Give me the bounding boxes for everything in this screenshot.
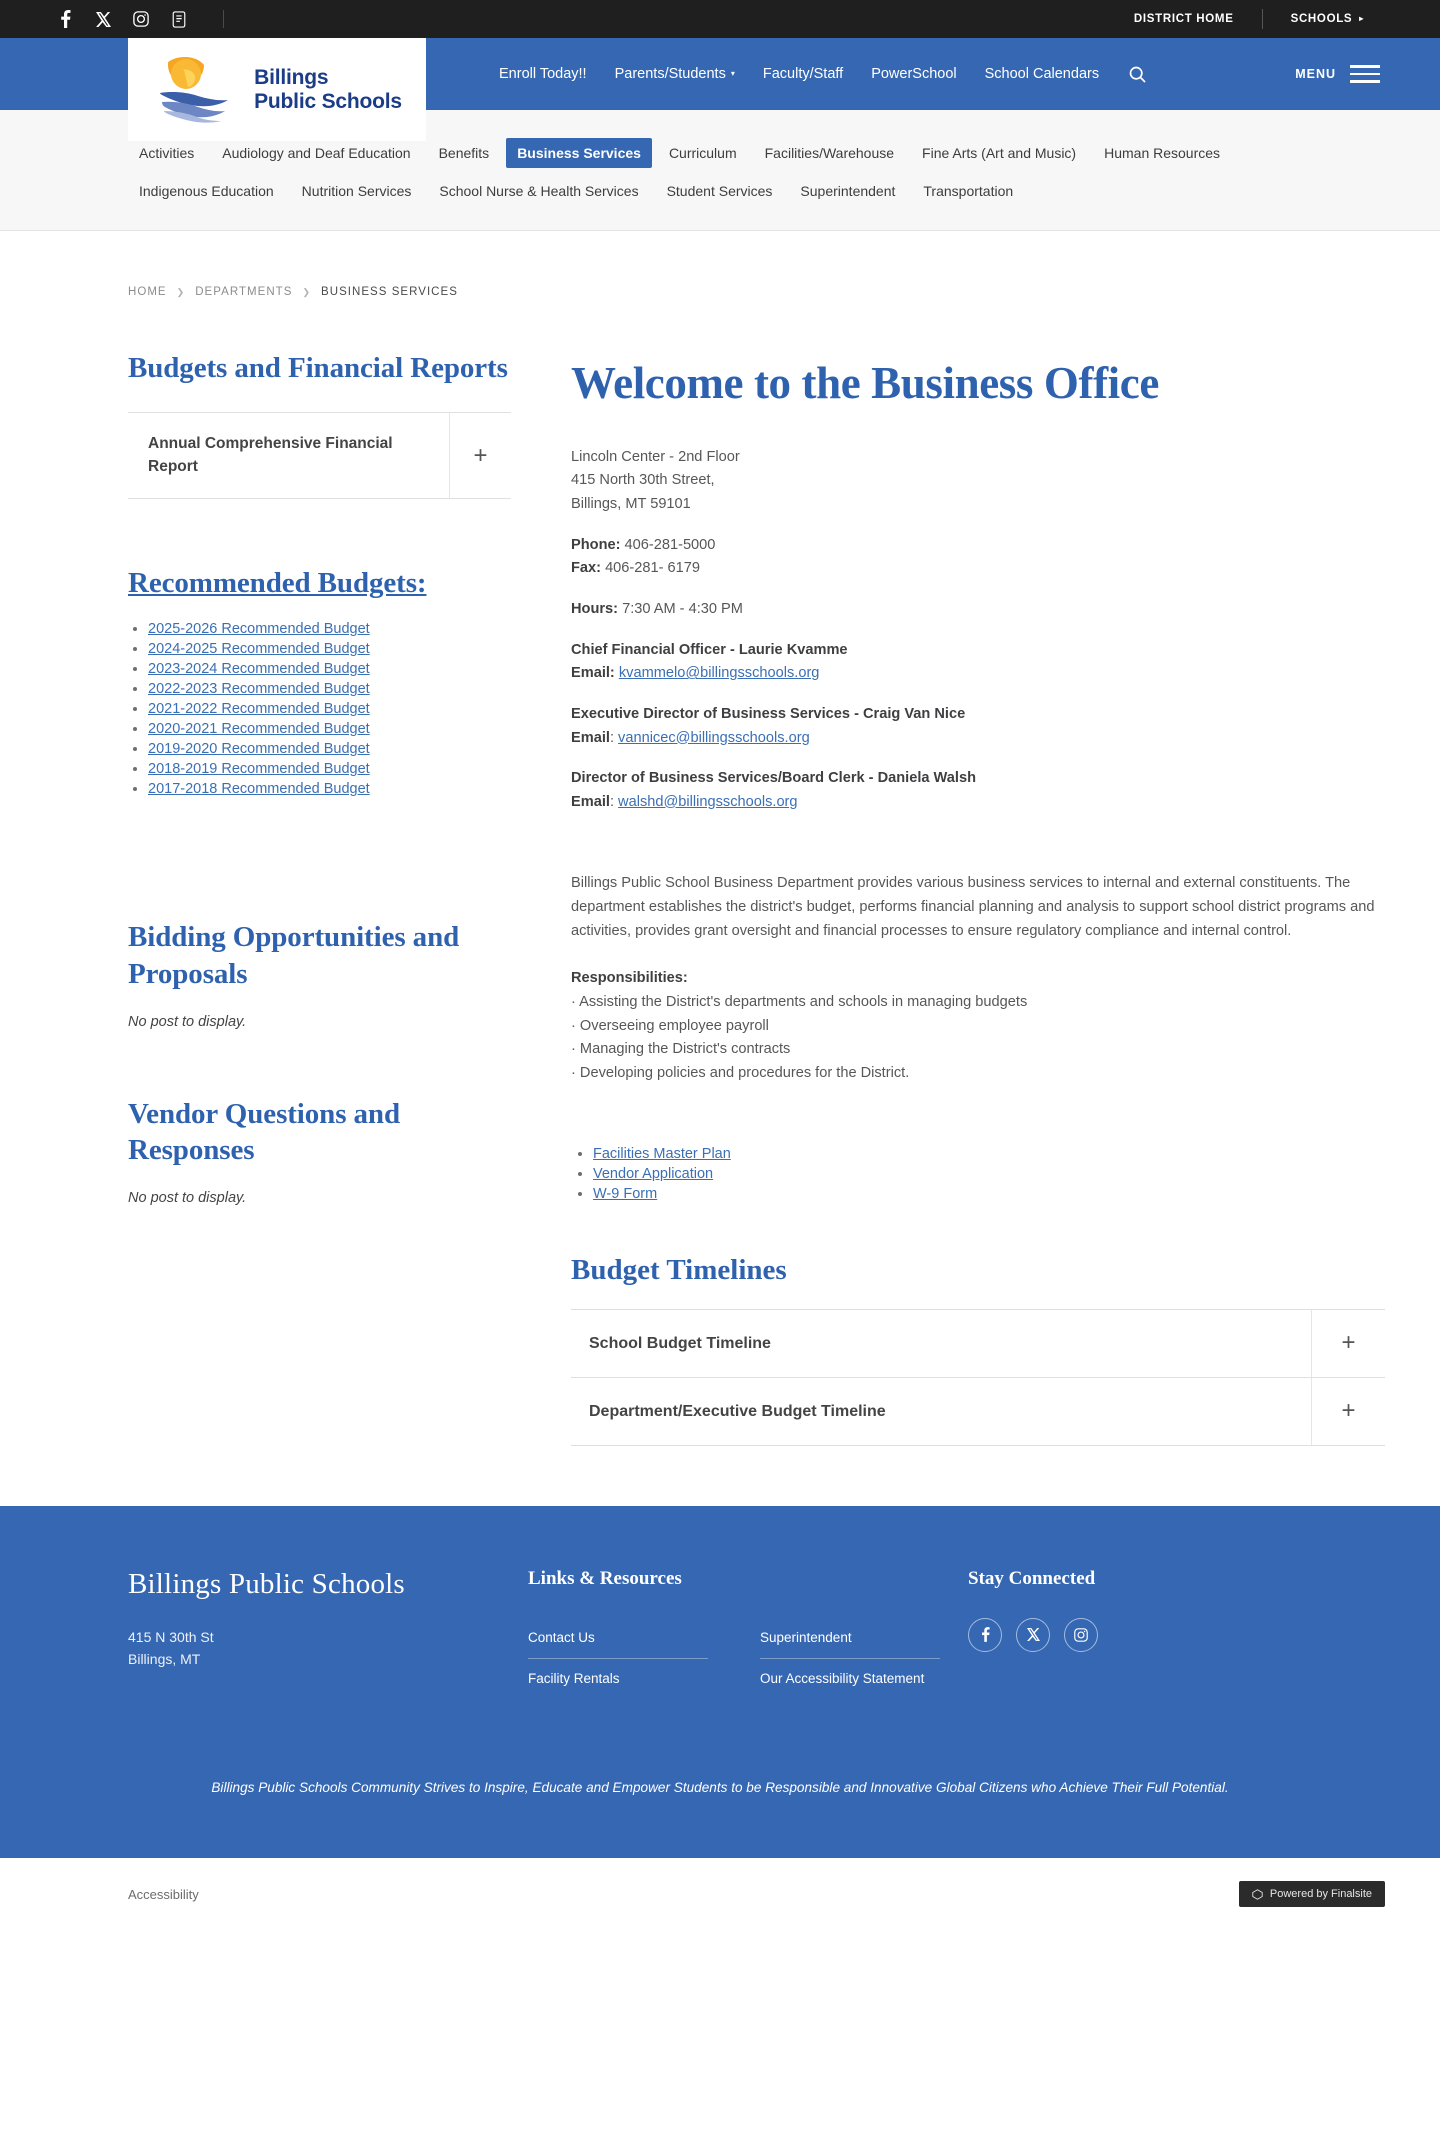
main-column [571,350,1385,1446]
dept-item-fine-arts[interactable]: Fine Arts (Art and Music) [922,145,1077,161]
resource-link-facilities-master-plan[interactable]: Facilities Master Plan [593,1145,731,1162]
budget-link[interactable]: 2020-2021 Recommended Budget [148,721,370,738]
phone-label: Phone: [571,536,621,553]
hours-label: Hours: [571,600,619,617]
contact-exec-director: Executive Director of Business Services - Craig Van Nice Email: vannicec@billingsschools.org [571,705,966,746]
accordion-item-school-budget-timeline[interactable] [571,1309,1385,1378]
spacer [571,814,1385,872]
contact-email-link[interactable]: kvammelo@billingsschools.org [618,665,820,682]
accordion-item-department-executive-budget-timeline[interactable] [571,1378,1385,1446]
dept-item-activities[interactable]: Activities [139,145,195,161]
bidding-opportunities-title: Bidding Opportunities and Proposals [128,921,460,990]
chevron-down-icon: ▾ [730,69,735,78]
accordion-label: Department/Executive Budget Timeline [589,1402,886,1420]
budget-timelines-accordion [571,1309,1385,1446]
dept-item-student-services[interactable]: Student Services [666,183,773,199]
list-item [148,781,511,797]
search-icon[interactable] [1113,66,1162,83]
site-logo[interactable] [128,38,426,141]
resource-link-vendor-application[interactable]: Vendor Application [593,1165,714,1182]
dept-item-nutrition-services[interactable]: Nutrition Services [301,183,412,199]
footer-address-line-2: Billings, MT [128,1650,201,1667]
intro-paragraph: Billings Public School Business Department provides various business services to internal and external constituents. The department establishes the district's budget, performs financial planning and analysis to support school district programs and activities, provides grant oversight and financial processes to ensure regulatory compliance and internal control. [571,875,1375,939]
breadcrumb-separator-icon: ❯ [302,286,312,297]
dept-item-business-services[interactable]: Business Services [506,138,652,168]
dept-item-indigenous-education[interactable]: Indigenous Education [139,183,274,199]
logo-line-2: Public Schools [254,89,402,113]
nav-parents-students[interactable] [601,66,749,82]
budget-link[interactable]: 2022-2023 Recommended Budget [148,681,370,698]
nav-school-calendars[interactable] [971,66,1113,82]
budget-link[interactable]: 2024-2025 Recommended Budget [148,641,370,658]
dept-item-human-resources[interactable]: Human Resources [1104,145,1221,161]
phone-value: 406-281-5000 [620,536,716,553]
peachjar-icon[interactable] [169,9,189,29]
contact-cfo [571,639,1385,686]
powered-by-label: Powered by Finalsite [1269,1888,1372,1901]
list-item [148,641,511,657]
header-nav [485,66,1162,83]
accessibility-link[interactable]: Accessibility [128,1886,199,1902]
breadcrumb-departments[interactable]: DEPARTMENTS [195,286,293,298]
footer-link-col-1 [528,1618,708,1699]
responsibilities-block [571,967,1385,1085]
dept-item-curriculum[interactable]: Curriculum [668,145,737,161]
hours-row [571,598,1385,622]
phone-row [571,534,1385,558]
dept-item-school-nurse-health-services[interactable]: School Nurse & Health Services [439,183,639,199]
contact-email-link[interactable]: walshd@billingsschools.org [618,793,798,810]
dept-item-superintendent[interactable]: Superintendent [800,183,896,199]
logo-line-1: Billings [254,65,329,89]
contact-email-label: Email: [571,665,615,682]
responsibility-item: · Managing the District's contracts [571,1041,791,1058]
facebook-icon[interactable] [968,1618,1002,1652]
list-item [593,1186,1385,1202]
dept-item-audiology-and-deaf-education[interactable]: Audiology and Deaf Education [222,145,411,161]
bottom-bar [0,1858,1440,1931]
plus-icon[interactable]: + [1311,1310,1385,1377]
schools-dropdown[interactable] [1263,13,1392,25]
vendor-questions-title: Vendor Questions and Responses [128,1097,400,1167]
budget-timelines-title: Budget Timelines [571,1253,787,1286]
office-address [571,446,1385,517]
footer-link-superintendent[interactable]: Superintendent [760,1618,940,1659]
footer-brand-name: Billings Public Schools [128,1567,405,1600]
instagram-icon[interactable] [131,9,151,29]
budget-link[interactable]: 2025-2026 Recommended Budget [148,621,370,638]
footer-links-heading: Links & Resources [528,1567,682,1589]
menu-label: MENU [1295,67,1336,81]
list-item [148,621,511,637]
finalsite-logo-icon [1252,1889,1263,1900]
utility-bar [0,0,1440,38]
hamburger-icon [1350,65,1380,83]
list-item [148,701,511,717]
nav-label: Enroll Today!! [499,66,587,82]
budget-link[interactable]: 2017-2018 Recommended Budget [148,781,370,798]
breadcrumb-separator-icon: ❯ [176,286,186,297]
main-header [0,38,1440,113]
dept-item-transportation[interactable]: Transportation [923,183,1014,199]
budget-link[interactable]: 2023-2024 Recommended Budget [148,661,370,678]
footer-link-contact-us[interactable]: Contact Us [528,1618,708,1659]
footer-links-column [528,1568,968,1699]
fax-value: 406-281- 6179 [601,560,701,577]
dept-item-facilities-warehouse[interactable]: Facilities/Warehouse [764,145,895,161]
spacer [571,517,1385,534]
spacer [571,943,1385,967]
footer-link-facility-rentals[interactable]: Facility Rentals [528,1671,620,1687]
vendor-empty-message: No post to display. [128,1190,247,1207]
plus-icon[interactable]: + [449,413,511,498]
phone-fax-block [571,534,1385,581]
breadcrumb [128,231,1385,298]
resource-link-w9-form[interactable]: W-9 Form [593,1185,658,1202]
contact-title: Director of Business Services/Board Clerk - Daniela Walsh [571,770,976,787]
bidding-empty-message: No post to display. [128,1013,247,1030]
page-title: Welcome to the Business Office [571,358,1159,408]
spacer [571,622,1385,639]
plus-icon[interactable]: + [1311,1378,1385,1445]
schools-label: SCHOOLS [1290,13,1353,25]
page-body [0,231,1440,1506]
nav-label: Faculty/Staff [762,66,844,82]
responsibility-item: · Assisting the District's departments and schools in managing budgets [571,994,1028,1010]
breadcrumb-home[interactable]: HOME [128,286,167,298]
site-footer [0,1506,1440,1858]
breadcrumb-current: BUSINESS SERVICES [321,286,458,298]
spacer [571,581,1385,598]
footer-link-col-2 [760,1618,940,1699]
menu-toggle-button[interactable] [1295,65,1380,83]
list-item [148,681,511,697]
budget-link[interactable]: 2018-2019 Recommended Budget [148,761,370,778]
recommended-budgets-list [146,621,511,797]
x-twitter-icon[interactable] [1016,1618,1050,1652]
address-line-1: Lincoln Center - 2nd Floor [571,448,740,465]
district-home-link[interactable]: DISTRICT HOME [1133,13,1234,25]
utility-divider [223,10,224,28]
chevron-right-icon: ▸ [1359,14,1364,23]
list-item [148,761,511,777]
list-item [593,1166,1385,1182]
budget-link[interactable]: 2021-2022 Recommended Budget [148,701,370,718]
budgets-accordion [128,412,511,499]
footer-address [128,1627,528,1670]
footer-link-accessibility-statement[interactable]: Our Accessibility Statement [760,1671,925,1687]
spacer [128,1030,511,1096]
recommended-budgets-title: Recommended Budgets: [128,567,427,600]
billings-sunrise-logo-icon [158,57,244,123]
accordion-label: Annual Comprehensive Financial Report [148,435,393,475]
responsibility-item: · Developing policies and procedures for the District. [571,1064,910,1081]
hours-value: 7:30 AM - 4:30 PM [618,600,743,617]
contact-email-label: Email [571,793,610,810]
address-line-3: Billings, MT 59101 [571,496,691,513]
budget-link[interactable]: 2019-2020 Recommended Budget [148,741,370,758]
list-item [148,661,511,677]
dept-item-benefits[interactable]: Benefits [438,145,490,161]
spacer [571,1086,1385,1126]
fax-label: Fax: [571,560,602,577]
responsibilities-heading: Responsibilities: [571,970,688,987]
sidebar-column [128,350,511,1446]
department-nav-items [128,138,1288,206]
footer-social-column [968,1568,1385,1699]
spacer [571,686,1385,703]
nav-label: Parents/Students [614,66,726,82]
facebook-icon[interactable] [55,9,75,29]
contact-title: Executive Director of Business Services - Craig Van Nice [571,705,966,722]
footer-address-line-1: 415 N 30th St [128,1628,214,1645]
footer-social-row [968,1618,1385,1652]
list-item [148,721,511,737]
utility-right-links [1106,9,1392,29]
contact-director-board-clerk: Director of Business Services/Board Clerk - Daniela Walsh Email: walshd@billingsschools.org [571,770,976,810]
list-item [593,1146,1385,1162]
spacer [128,801,511,919]
nav-label: School Calendars [984,66,1100,82]
accordion-item-annual-comprehensive-financial-report[interactable] [128,412,511,499]
nav-enroll-today[interactable] [485,66,601,82]
responsibility-item: · Overseeing employee payroll [571,1017,769,1034]
resource-links-list [591,1146,1385,1202]
x-twitter-icon[interactable] [93,9,113,29]
footer-main [0,1506,1440,1749]
utility-social-links [55,9,224,29]
footer-mission-statement: Billings Public Schools Community Strives to Inspire, Educate and Empower Students to be Responsible and Innovative Global Citizens who Achieve Their Full Potential. [211,1780,1229,1796]
spacer [571,750,1385,767]
content-grid [128,298,1385,1506]
nav-faculty-staff[interactable] [749,66,857,82]
address-line-2: 415 North 30th Street, [571,472,715,489]
nav-label: PowerSchool [871,66,957,82]
spacer [128,499,511,565]
contact-email-link[interactable]: vannicec@billingsschools.org [618,729,810,746]
footer-social-heading: Stay Connected [968,1567,1096,1589]
footer-brand-column [128,1568,528,1699]
instagram-icon[interactable] [1064,1618,1098,1652]
contact-email-label: Email [571,729,610,746]
nav-powerschool[interactable] [857,66,970,82]
list-item [148,741,511,757]
accordion-label: School Budget Timeline [589,1334,771,1352]
fax-row [571,557,1385,581]
budgets-financial-reports-title: Budgets and Financial Reports [128,352,508,384]
powered-by-finalsite-badge[interactable] [1239,1881,1385,1907]
contact-title: Chief Financial Officer - Laurie Kvamme [571,641,848,658]
